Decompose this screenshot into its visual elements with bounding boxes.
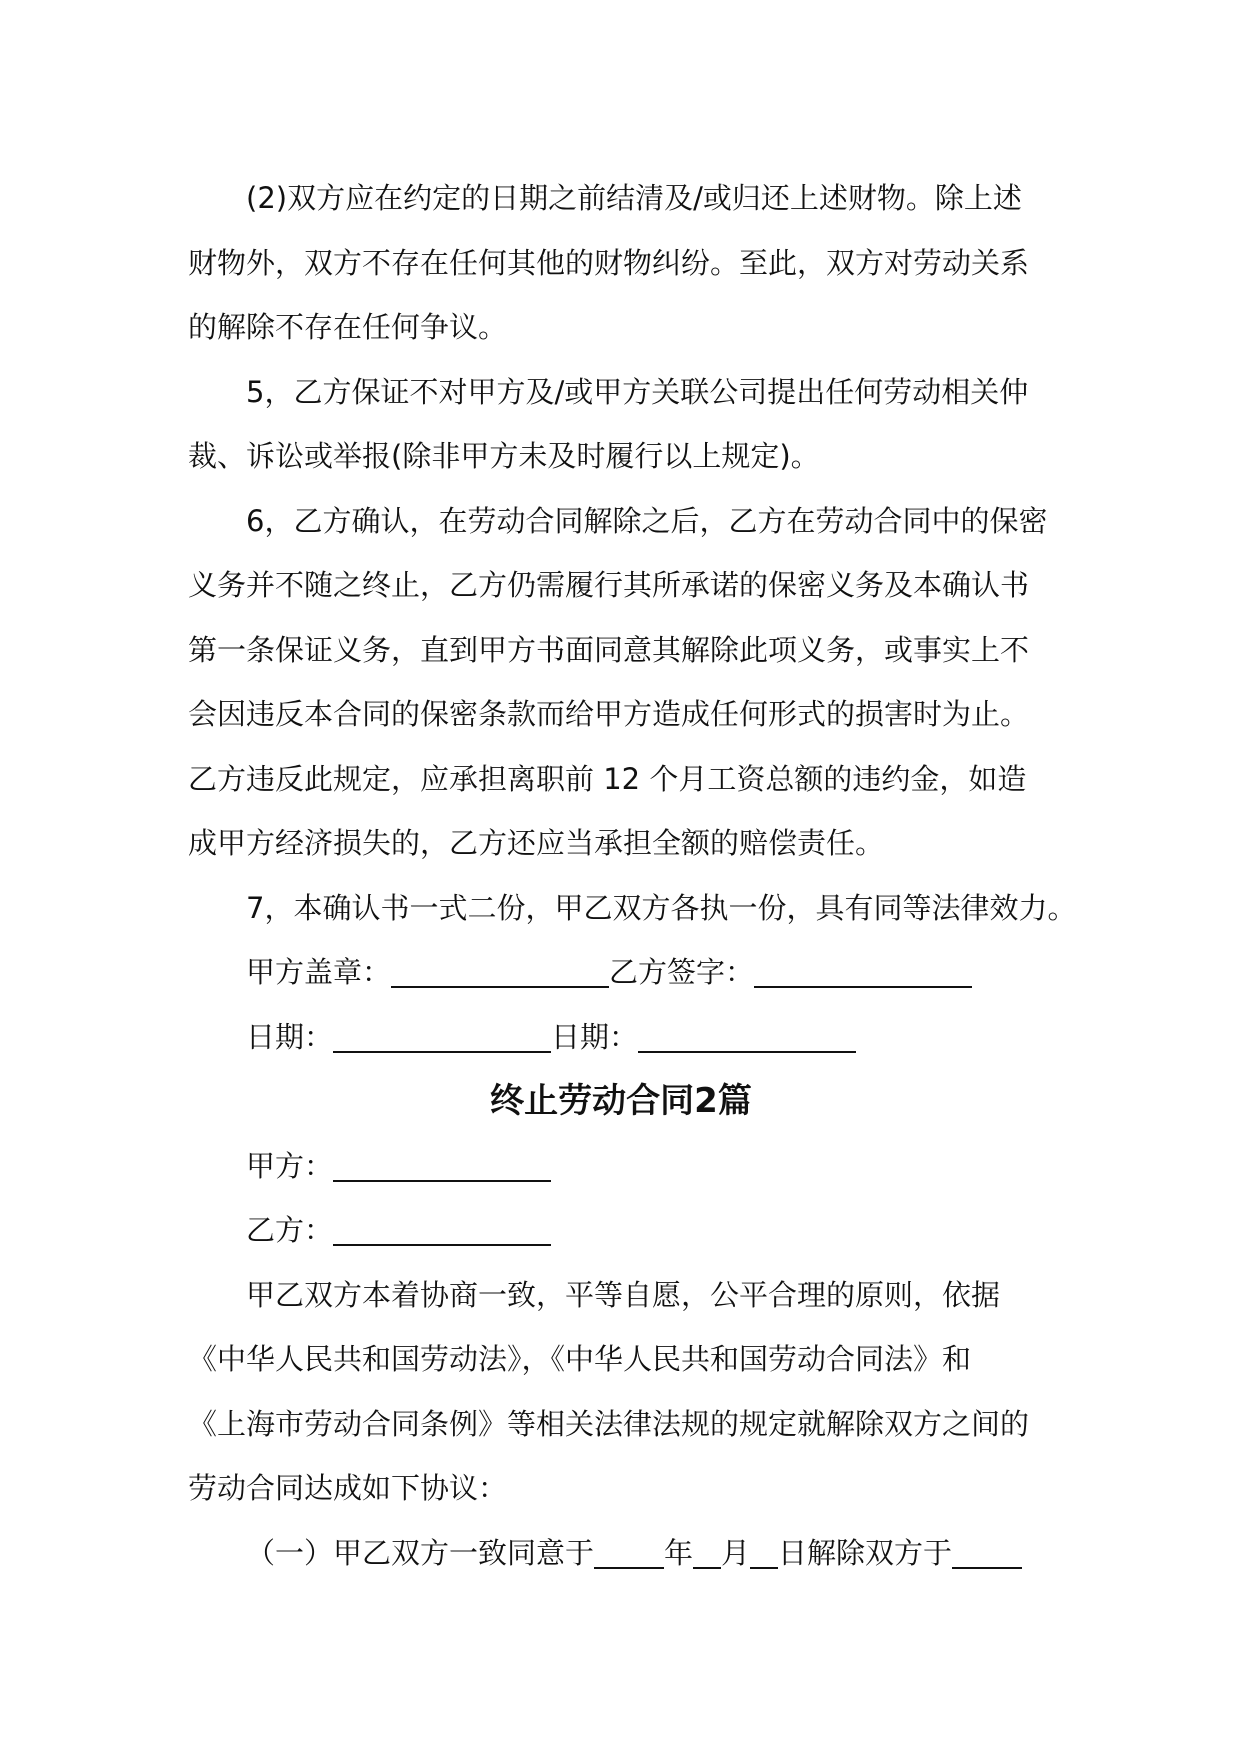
paragraph-line: 7，本确认书一式二份，甲乙双方各执一份，具有同等法律效力。 bbox=[246, 890, 1077, 925]
paragraph-line: 乙方违反此规定，应承担离职前 12 个月工资总额的违约金，如造 bbox=[188, 761, 1027, 796]
section-title: 终止劳动合同2篇 bbox=[490, 1081, 752, 1121]
paragraph-line: 的解除不存在任何争议。 bbox=[188, 310, 508, 344]
paragraph-line: 裁、诉讼或举报(除非甲方未及时履行以上规定)。 bbox=[188, 439, 820, 473]
paragraph-line: 《上海市劳动合同条例》等相关法律法规的规定就解除双方之间的 bbox=[188, 1406, 1030, 1441]
paragraph-line: 财物外，双方不存在任何其他的财物纠纷。至此，双方对劳动关系 bbox=[188, 245, 1030, 280]
day-blank[interactable] bbox=[750, 1537, 778, 1569]
party-b-row bbox=[188, 1198, 1054, 1263]
date-b-blank[interactable] bbox=[638, 1021, 856, 1053]
party-a-seal-label: 甲方盖章： bbox=[246, 955, 392, 989]
party-b-sign-blank[interactable] bbox=[754, 956, 972, 988]
paragraph-line: 5，乙方保证不对甲方及/或甲方关联公司提出任何劳动相关仲 bbox=[246, 374, 1029, 409]
paragraph-line: 第一条保证义务，直到甲方书面同意其解除此项义务，或事实上不 bbox=[188, 632, 1030, 667]
party-a-seal-blank[interactable] bbox=[391, 956, 609, 988]
date-a-blank[interactable] bbox=[333, 1021, 551, 1053]
date-row bbox=[188, 1005, 1054, 1070]
document-page bbox=[188, 166, 1077, 1585]
party-b-label: 乙方： bbox=[246, 1213, 334, 1247]
year-label: 年 bbox=[664, 1535, 694, 1570]
party-b-blank[interactable] bbox=[333, 1214, 551, 1246]
month-blank[interactable] bbox=[693, 1537, 721, 1569]
signature-row bbox=[188, 940, 1054, 1005]
paragraph-line: 甲乙双方本着协商一致，平等自愿，公平合理的原则，依据 bbox=[246, 1277, 1001, 1312]
date-a-label: 日期： bbox=[246, 1019, 334, 1054]
clause-one-prefix: （一）甲乙双方一致同意于 bbox=[246, 1535, 595, 1570]
day-suffix: 日解除双方于 bbox=[778, 1535, 953, 1570]
party-a-blank[interactable] bbox=[333, 1150, 551, 1182]
party-a-label: 甲方： bbox=[246, 1148, 334, 1183]
paragraph-line: 成甲方经济损失的，乙方还应当承担全额的赔偿责任。 bbox=[188, 826, 885, 860]
year-blank[interactable] bbox=[594, 1537, 664, 1569]
paragraph-line: 义务并不随之终止，乙方仍需履行其所承诺的保密义务及本确认书 bbox=[188, 568, 1030, 602]
party-a-row bbox=[188, 1134, 1054, 1199]
paragraph-line: 劳动合同达成如下协议： bbox=[188, 1471, 508, 1505]
paragraph-line: 6，乙方确认，在劳动合同解除之后，乙方在劳动合同中的保密 bbox=[246, 503, 1048, 538]
trailing-blank[interactable] bbox=[952, 1537, 1022, 1569]
paragraph-line: 《中华人民共和国劳动法》，《中华人民共和国劳动合同法》和 bbox=[188, 1342, 972, 1376]
party-b-sign-label: 乙方签字： bbox=[609, 955, 755, 989]
date-b-label: 日期： bbox=[551, 1019, 639, 1054]
paragraph-line: (2)双方应在约定的日期之前结清及/或归还上述财物。除上述 bbox=[246, 181, 1022, 215]
month-label: 月 bbox=[721, 1535, 751, 1570]
clause-one-line bbox=[188, 1521, 1054, 1586]
paragraph-line: 会因违反本合同的保密条款而给甲方造成任何形式的损害时为止。 bbox=[188, 697, 1030, 731]
